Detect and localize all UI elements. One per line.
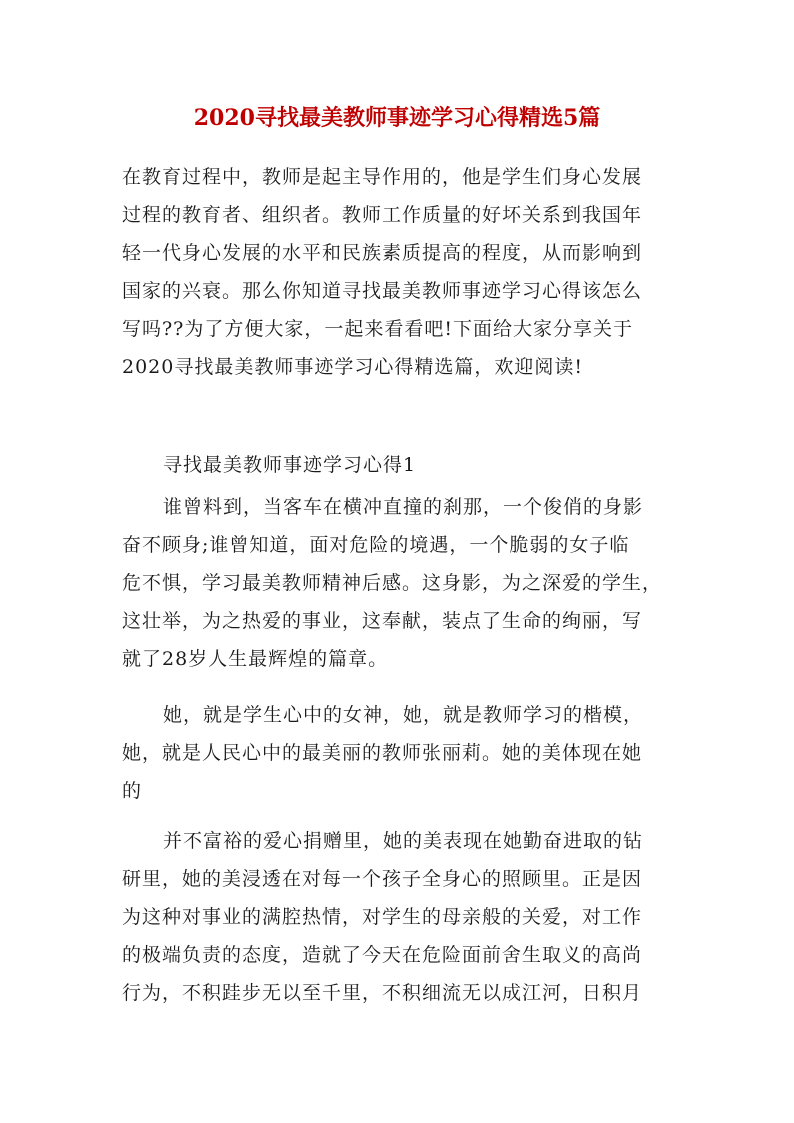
paragraph-line: 研里，她的美浸透在对每一个孩子全身心的照顾里。正是因 [122, 868, 643, 890]
document-title: 2020寻找最美教师事迹学习心得精选5篇 [193, 105, 601, 131]
intro-line: 2020寻找最美教师事迹学习心得精选篇，欢迎阅读! [122, 356, 583, 378]
paragraph-line: 为这种对事业的满腔热情，对学生的母亲般的关爱，对工作 [122, 906, 643, 928]
paragraph-line: 并不富裕的爱心捐赠里，她的美表现在她勤奋进取的钻 [163, 830, 644, 852]
paragraph-line: 她，就是人民心中的最美丽的教师张丽莉。她的美体现在她 [122, 742, 643, 764]
intro-line: 国家的兴衰。那么你知道寻找最美教师事迹学习心得该怎么 [122, 280, 643, 302]
paragraph-line: 的 [122, 780, 143, 802]
section-heading: 寻找最美教师事迹学习心得1 [163, 454, 417, 476]
intro-line: 写吗??为了方便大家，一起来看看吧!下面给大家分享关于 [122, 318, 634, 340]
intro-line: 轻一代身心发展的水平和民族素质提高的程度，从而影响到 [122, 242, 643, 264]
intro-line: 过程的教育者、组织者。教师工作质量的好坏关系到我国年 [122, 204, 643, 226]
paragraph-line: 危不惧，学习最美教师精神后感。这身影，为之深爱的学生， [122, 572, 663, 594]
paragraph-line: 的极端负责的态度，造就了今天在危险面前舍生取义的高尚 [122, 944, 643, 966]
paragraph-line: 她，就是学生心中的女神，她，就是教师学习的楷模， [163, 704, 644, 726]
paragraph-line: 行为，不积跬步无以至千里，不积细流无以成江河，日积月 [122, 982, 643, 1004]
paragraph-line: 这壮举，为之热爱的事业，这奉献，装点了生命的绚丽，写 [122, 610, 643, 632]
paragraph-line: 就了28岁人生最辉煌的篇章。 [122, 648, 389, 670]
paragraph-line: 谁曾料到，当客车在横冲直撞的刹那，一个俊俏的身影 [163, 496, 644, 518]
intro-line: 在教育过程中，教师是起主导作用的，他是学生们身心发展 [122, 166, 643, 188]
paragraph-line: 奋不顾身;谁曾知道，面对危险的境遇，一个脆弱的女子临 [122, 534, 630, 556]
